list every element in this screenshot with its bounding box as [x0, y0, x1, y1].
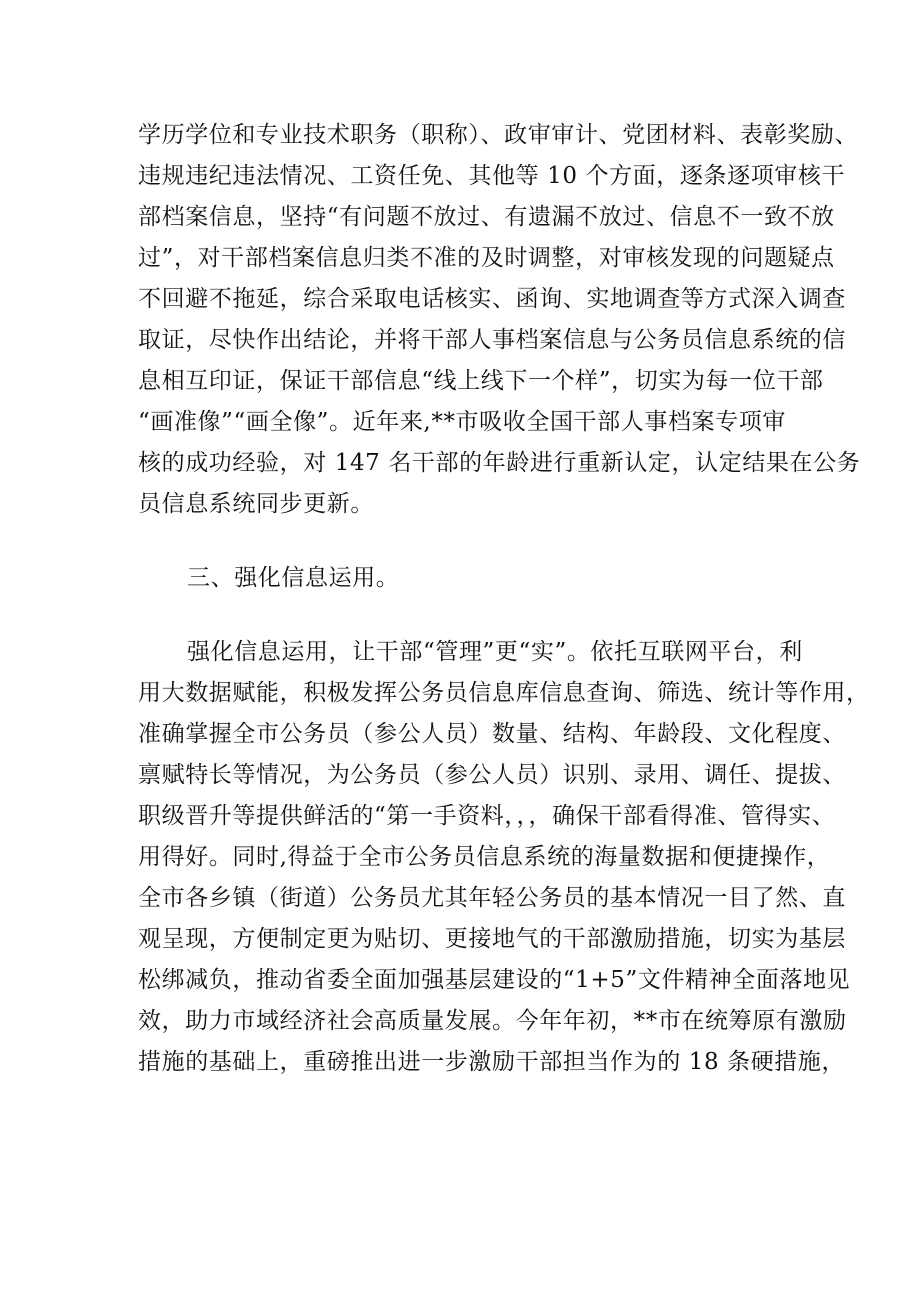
paragraph-2-line-6: 用得好。同时,得益于全市公务员信息系统的海量数据和便捷操作，	[138, 844, 831, 870]
paragraph-2-line-10: 效，助力市域经济社会高质量发展。今年年初，**市在统筹原有激励	[138, 1008, 847, 1034]
paragraph-1-line-2: 违规违纪违法情况、工资任免、其他等 10 个方面，逐条逐项审核干	[138, 163, 846, 189]
paragraph-2-line-2: 用大数据赋能，积极发挥公务员信息库信息查询、筛选、统计等作用，	[138, 680, 870, 706]
paragraph-1-line-7: 息相互印证，保证干部信息“线上线下一个样”，切实为每一位干部	[138, 368, 824, 394]
paragraph-2-line-11: 措施的基础上，重磅推出进一步激励干部担当作为的 18 条硬措施，	[138, 1049, 846, 1075]
paragraph-1-line-5: 不回避不拖延，综合采取电话核实、函询、实地调查等方式深入调查	[138, 286, 846, 312]
paragraph-2-line-5: 职级晋升等提供鲜活的“第一手资料，，，确保干部看得准、管得实、	[138, 803, 836, 829]
section-heading: 三、强化信息运用。	[187, 565, 400, 591]
paragraph-1-line-10: 员信息系统同步更新。	[138, 491, 374, 517]
paragraph-2-line-4: 禀赋特长等情况，为公务员（参公人员）识别、录用、调任、提拔、	[138, 762, 846, 788]
paragraph-2-line-3: 准确掌握全市公务员（参公人员）数量、结构、年龄段、文化程度、	[138, 721, 846, 747]
paragraph-1-line-8: “画准像”“画全像”。近年来,**市吸收全国干部人事档案专项审	[138, 409, 786, 435]
paragraph-1-line-1: 学历学位和专业技术职务（职称）、政审审计、党团材料、表彰奖励、	[138, 122, 859, 148]
paragraph-2-line-7: 全市各乡镇（街道）公务员尤其年轻公务员的基本情况一目了然、直	[138, 885, 846, 911]
paragraph-2-line-8: 观呈现，方便制定更为贴切、更接地气的干部激励措施，切实为基层	[138, 926, 846, 952]
paragraph-2-line-9: 松绑减负，推动省委全面加强基层建设的“1+5”文件精神全面落地见	[138, 967, 851, 993]
paragraph-1-line-9: 核的成功经验，对 147 名干部的年龄进行重新认定，认定结果在公务	[138, 450, 861, 476]
paragraph-1-line-4: 过”，对干部档案信息归类不准的及时调整，对审核发现的问题疑点	[138, 245, 835, 271]
paragraph-2-line-1: 强化信息运用，让干部“管理”更“实”。依托互联网平台，利	[187, 639, 803, 665]
paragraph-1-line-6: 取证，尽快作出结论，并将干部人事档案信息与公务员信息系统的信	[138, 327, 846, 353]
paragraph-1-line-3: 部档案信息，坚持“有问题不放过、有遗漏不放过、信息不一致不放	[138, 204, 835, 230]
